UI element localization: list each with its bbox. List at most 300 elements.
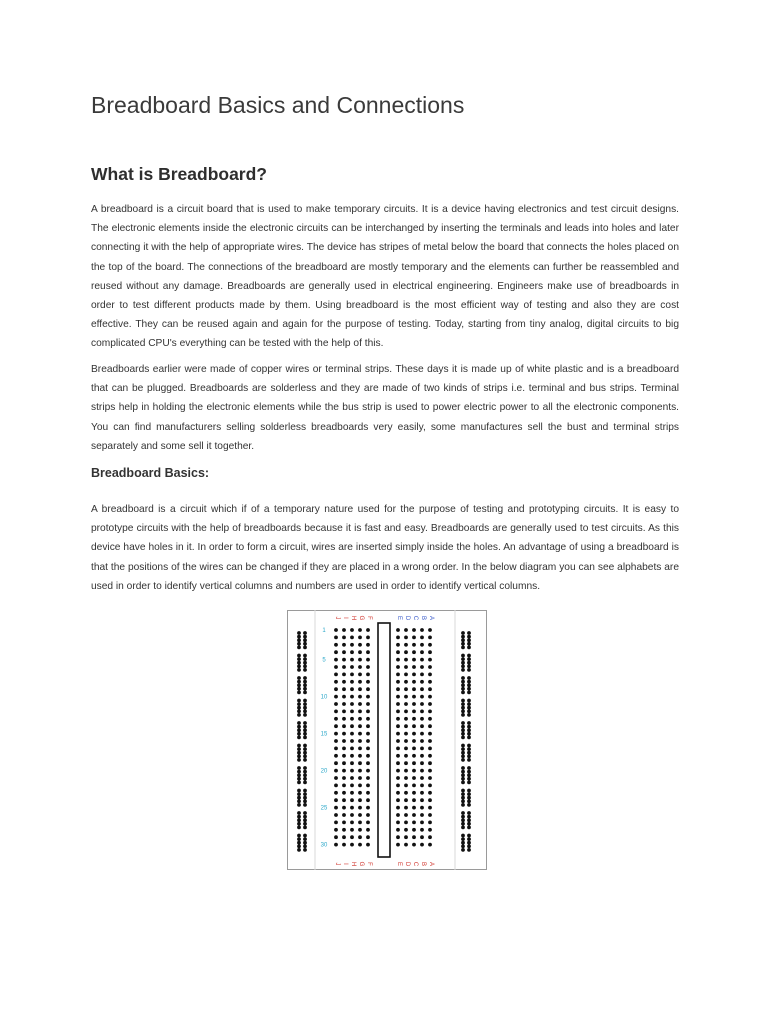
terminal-hole [334,710,338,714]
bus-hole [467,844,471,848]
bus-hole [467,841,471,845]
bus-hole [303,668,307,672]
terminal-hole [428,747,432,751]
terminal-hole [428,665,432,669]
bus-hole [297,680,301,684]
terminal-hole [420,702,424,706]
terminal-hole [396,710,400,714]
terminal-hole [412,747,416,751]
terminal-hole [358,665,362,669]
bus-hole [461,736,465,740]
terminal-hole [396,724,400,728]
terminal-hole [428,754,432,758]
bus-hole [303,777,307,781]
terminal-hole [412,643,416,647]
terminal-hole [334,806,338,810]
terminal-hole [342,828,346,832]
terminal-hole [420,650,424,654]
terminal-hole [404,628,408,632]
bus-hole [303,848,307,852]
terminal-hole [350,761,354,765]
bus-hole [297,725,301,729]
bus-hole [297,822,301,826]
column-letter-bottom: C [412,861,418,867]
terminal-hole [396,843,400,847]
terminal-hole [334,843,338,847]
terminal-hole [334,791,338,795]
terminal-hole [342,717,346,721]
bus-hole [467,811,471,815]
terminal-hole [396,769,400,773]
bus-hole [461,676,465,680]
bus-hole [461,668,465,672]
bus-hole [297,664,301,668]
terminal-hole [428,821,432,825]
terminal-hole [358,806,362,810]
terminal-hole [428,643,432,647]
terminal-hole [358,724,362,728]
bus-hole [461,789,465,793]
terminal-hole [358,739,362,743]
terminal-hole [404,784,408,788]
terminal-hole [420,798,424,802]
terminal-hole [420,739,424,743]
terminal-hole [412,650,416,654]
terminal-hole [366,628,370,632]
column-letter-top: H [350,615,356,621]
terminal-hole [420,843,424,847]
terminal-hole [358,798,362,802]
column-letter-bottom: A [428,861,434,867]
column-letter-top: F [366,616,372,620]
terminal-hole [404,680,408,684]
terminal-hole [350,791,354,795]
terminal-hole [412,695,416,699]
bus-hole [297,706,301,710]
terminal-hole [334,769,338,773]
terminal-hole [428,650,432,654]
terminal-hole [358,695,362,699]
terminal-hole [396,732,400,736]
terminal-hole [396,695,400,699]
terminal-hole [334,673,338,677]
bus-hole [297,709,301,713]
bus-hole [303,631,307,635]
bus-hole [461,661,465,665]
terminal-hole [350,835,354,839]
terminal-hole [366,798,370,802]
terminal-hole [428,784,432,788]
bus-hole [461,815,465,819]
terminal-hole [420,695,424,699]
terminal-hole [350,628,354,632]
terminal-hole [334,828,338,832]
bus-hole [303,657,307,661]
bus-hole [461,818,465,822]
terminal-hole [334,813,338,817]
terminal-hole [412,754,416,758]
terminal-hole [366,673,370,677]
bus-hole [467,699,471,703]
terminal-hole [358,821,362,825]
bus-hole [467,837,471,841]
terminal-hole [366,702,370,706]
terminal-hole [350,776,354,780]
terminal-hole [420,687,424,691]
bus-hole [297,844,301,848]
terminal-hole [412,687,416,691]
row-number: 15 [320,731,328,738]
terminal-hole [334,739,338,743]
bus-hole [461,799,465,803]
terminal-hole [420,658,424,662]
bus-hole [467,661,471,665]
terminal-hole [420,724,424,728]
terminal-hole [358,813,362,817]
terminal-hole [404,747,408,751]
bus-hole [467,736,471,740]
bus-hole [461,848,465,852]
terminal-hole [404,636,408,640]
bus-hole [303,822,307,826]
terminal-hole [412,813,416,817]
terminal-hole [420,776,424,780]
bus-hole [303,796,307,800]
terminal-hole [366,754,370,758]
terminal-hole [404,687,408,691]
bus-hole [467,773,471,777]
terminal-hole [350,747,354,751]
terminal-hole [396,717,400,721]
terminal-hole [334,747,338,751]
bus-hole [461,702,465,706]
terminal-hole [358,687,362,691]
bus-hole [297,638,301,642]
terminal-hole [428,791,432,795]
terminal-hole [334,643,338,647]
column-letter-top: A [428,615,434,621]
terminal-hole [404,813,408,817]
terminal-hole [412,710,416,714]
terminal-hole [412,628,416,632]
bus-hole [461,758,465,762]
terminal-hole [366,643,370,647]
terminal-hole [358,791,362,795]
terminal-hole [428,739,432,743]
bus-hole [467,706,471,710]
bus-hole [297,848,301,852]
bus-hole [297,792,301,796]
paragraph-2: Breadboards earlier were made of copper wires or terminal strips. These days it is made up of white plastic and is a breadboard that can be plugged. Breadboards are solderless and they are made of two kinds of strips i.e. terminal and bus strips. Terminal strips help in holding the electronic elements while the bus strip is used to power electric power to all the electronic components. You can find manufacturers selling solderless breadboards very easily, some manufactures sell the bust and terminal strips separately and some sell it together. [91,364,679,452]
terminal-hole [420,821,424,825]
terminal-hole [404,835,408,839]
terminal-hole [358,717,362,721]
bus-hole [297,635,301,639]
terminal-hole [350,658,354,662]
terminal-hole [342,680,346,684]
bus-hole [461,642,465,646]
terminal-hole [334,835,338,839]
bus-hole [303,773,307,777]
bus-hole [303,799,307,803]
column-letter-bottom: F [366,862,372,866]
terminal-hole [404,717,408,721]
terminal-hole [412,732,416,736]
bus-hole [461,826,465,830]
bus-hole [303,754,307,758]
bus-hole [297,631,301,635]
terminal-hole [334,650,338,654]
terminal-hole [350,821,354,825]
bus-hole [467,747,471,751]
column-letter-top: G [358,615,364,621]
bus-hole [467,803,471,807]
bus-hole [461,766,465,770]
terminal-hole [350,680,354,684]
column-letter-bottom: B [420,861,426,867]
bus-hole [297,691,301,695]
terminal-hole [404,650,408,654]
bus-hole [461,631,465,635]
terminal-hole [420,828,424,832]
terminal-hole [342,739,346,743]
bus-hole [461,654,465,658]
column-letter-bottom: G [358,861,364,867]
bus-hole [297,744,301,748]
bus-hole [461,728,465,732]
bus-hole [297,837,301,841]
terminal-hole [342,673,346,677]
bus-hole [297,646,301,650]
terminal-hole [366,784,370,788]
bus-hole [467,796,471,800]
terminal-hole [412,665,416,669]
terminal-hole [366,769,370,773]
bus-hole [303,834,307,838]
terminal-hole [350,636,354,640]
bus-hole [461,664,465,668]
bus-hole [461,680,465,684]
terminal-hole [342,687,346,691]
bus-hole [303,789,307,793]
bus-hole [467,680,471,684]
terminal-hole [420,835,424,839]
terminal-hole [350,665,354,669]
terminal-hole [358,680,362,684]
terminal-hole [412,776,416,780]
terminal-hole [342,776,346,780]
bus-hole [303,713,307,717]
bus-hole [303,642,307,646]
bus-hole [461,657,465,661]
bus-hole [467,826,471,830]
terminal-hole [420,628,424,632]
terminal-hole [350,784,354,788]
bus-hole [467,789,471,793]
bus-hole [303,683,307,687]
bus-hole [297,683,301,687]
terminal-hole [342,665,346,669]
terminal-hole [428,658,432,662]
terminal-hole [350,687,354,691]
bus-hole [303,732,307,736]
terminal-hole [404,643,408,647]
terminal-hole [358,784,362,788]
terminal-hole [420,665,424,669]
terminal-hole [428,717,432,721]
bus-hole [461,777,465,781]
terminal-hole [412,806,416,810]
bus-hole [461,837,465,841]
bus-hole [461,781,465,785]
terminal-hole [350,732,354,736]
column-letter-top: C [412,615,418,621]
terminal-hole [428,761,432,765]
bus-hole [461,638,465,642]
bus-hole [303,699,307,703]
bus-hole [467,721,471,725]
bus-hole [303,803,307,807]
bus-hole [303,664,307,668]
terminal-hole [428,813,432,817]
bus-hole [297,736,301,740]
terminal-hole [350,650,354,654]
column-letter-top: J [334,616,340,620]
bus-hole [303,706,307,710]
terminal-hole [358,628,362,632]
terminal-hole [342,650,346,654]
bus-hole [461,725,465,729]
terminal-hole [334,732,338,736]
bus-hole [467,766,471,770]
bus-hole [467,725,471,729]
terminal-hole [412,636,416,640]
terminal-hole [428,636,432,640]
bus-hole [303,736,307,740]
bus-hole [297,713,301,717]
terminal-hole [366,776,370,780]
terminal-hole [342,643,346,647]
terminal-hole [342,821,346,825]
terminal-hole [396,680,400,684]
terminal-hole [404,702,408,706]
terminal-hole [412,798,416,802]
bus-hole [461,691,465,695]
terminal-hole [342,702,346,706]
bus-hole [297,796,301,800]
terminal-hole [412,784,416,788]
terminal-hole [412,724,416,728]
bus-hole [297,758,301,762]
terminal-hole [350,754,354,758]
bus-hole [297,642,301,646]
bus-hole [467,676,471,680]
terminal-hole [358,702,362,706]
bus-hole [467,818,471,822]
terminal-hole [342,769,346,773]
terminal-hole [366,843,370,847]
terminal-hole [334,680,338,684]
bus-hole [461,844,465,848]
bus-hole [303,818,307,822]
terminal-hole [412,843,416,847]
bus-hole [461,747,465,751]
bus-hole [303,680,307,684]
bus-hole [467,702,471,706]
terminal-hole [396,784,400,788]
terminal-hole [396,643,400,647]
bus-hole [461,751,465,755]
terminal-hole [396,687,400,691]
terminal-hole [404,806,408,810]
terminal-hole [428,702,432,706]
terminal-hole [404,658,408,662]
terminal-hole [334,628,338,632]
terminal-hole [342,636,346,640]
bus-hole [461,796,465,800]
bus-hole [467,770,471,774]
terminal-hole [404,761,408,765]
section-heading-what-is-breadboard: What is Breadboard? [91,164,267,184]
terminal-hole [358,710,362,714]
bus-hole [297,834,301,838]
terminal-hole [428,828,432,832]
terminal-hole [404,843,408,847]
row-number: 5 [322,657,326,664]
bus-hole [467,683,471,687]
terminal-hole [420,791,424,795]
terminal-hole [428,806,432,810]
terminal-hole [404,739,408,743]
terminal-hole [412,658,416,662]
terminal-hole [358,843,362,847]
bus-hole [467,664,471,668]
terminal-hole [342,695,346,699]
terminal-hole [404,828,408,832]
bus-hole [303,638,307,642]
bus-hole [303,702,307,706]
terminal-hole [396,813,400,817]
terminal-hole [428,724,432,728]
bus-hole [303,758,307,762]
terminal-hole [366,791,370,795]
terminal-hole [420,673,424,677]
terminal-hole [342,754,346,758]
bus-hole [303,766,307,770]
terminal-hole [358,835,362,839]
terminal-hole [334,636,338,640]
terminal-hole [428,732,432,736]
terminal-hole [334,754,338,758]
bus-hole [297,732,301,736]
terminal-hole [412,769,416,773]
terminal-hole [396,798,400,802]
terminal-hole [420,784,424,788]
breadboard-diagram [287,610,487,870]
terminal-hole [342,843,346,847]
terminal-hole [420,680,424,684]
bus-hole [303,837,307,841]
terminal-hole [350,739,354,743]
column-letter-bottom: H [350,861,356,867]
terminal-hole [366,650,370,654]
bus-hole [303,844,307,848]
terminal-hole [396,673,400,677]
bus-hole [303,721,307,725]
terminal-hole [396,761,400,765]
bus-hole [297,766,301,770]
terminal-hole [366,732,370,736]
